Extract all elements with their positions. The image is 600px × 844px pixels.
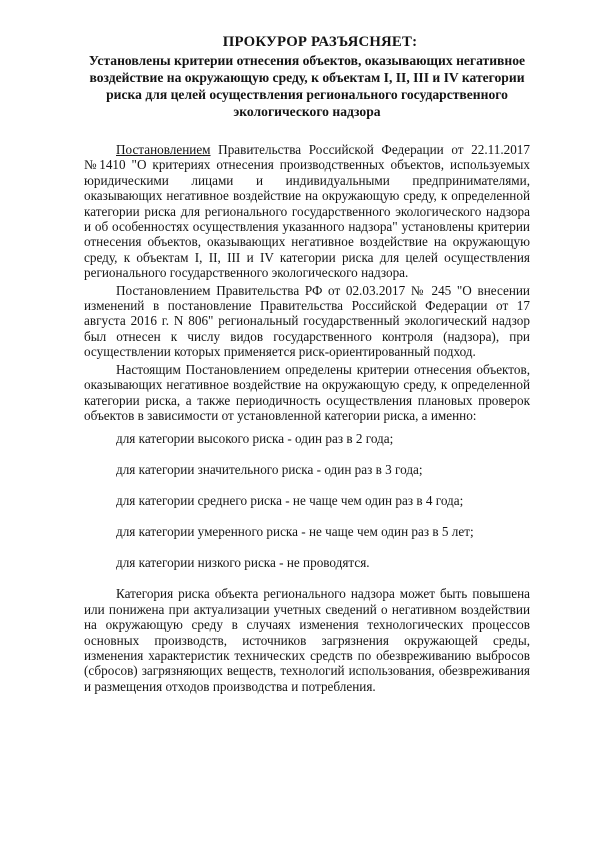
- paragraph-4: Категория риска объекта регионального надзора может быть повышена или понижена при актуализации учетных сведений о негативном воздействии на окружающую среду в случаях изменения технологических процессов основных производств, источников загрязнения окружающей среды, изменения характеристик технических средств по обезвреживанию выбросов (сбросов) загрязняющих веществ, технологий использования, обезвреживания и размещения отходов производства и потребления.: [84, 586, 530, 694]
- document-title: ПРОКУРОР РАЗЪЯСНЯЕТ:: [222, 34, 418, 50]
- paragraph-2: Постановлением Правительства РФ от 02.03.2017 № 245 "О внесении изменений в постановление Правительства Российской Федерации от 17 августа 2016 г. N 806" региональный государственный экологический надзор был отнесен к числу видов государственного контроля (надзора), при осуществлении которых применяется риск-ориентированный подход.: [84, 282, 530, 360]
- paragraph-1-text: Правительства Российской Федерации от 22.11.2017 №1410 "О критериях отнесения производственных объектов, используемых юридическими лицами и индивидуальными предпринимателями, оказывающих негативное воздействие на окружающую среду, к определенной категории риска для регионального государственного экологического надзора и об особенностях осуществления указанного надзора" установлены критерии отнесения объектов, оказывающих негативное воздействие на окружающую среду, к объектам I, II, III и IV категории риска для целей осуществления регионального государственного экологического надзора.: [84, 142, 530, 281]
- paragraph-1: [84, 142, 530, 281]
- list-item: для категории низкого риска - не проводятся.: [116, 555, 370, 571]
- document-page: [84, 34, 530, 696]
- document-body: [84, 142, 530, 694]
- paragraph-1-lead-word: Постановлением: [116, 142, 211, 157]
- list-item: для категории среднего риска - не чаще чем один раз в 4 года;: [116, 493, 464, 509]
- document-subtitle: Установлены критерии отнесения объектов, оказывающих негативное воздействие на окружающую среду, к объектам I, II, III и IV категории риска для целей осуществления регионального государственного экологического надзора: [88, 53, 526, 119]
- list-item: для категории высокого риска - один раз в 2 года;: [116, 431, 394, 447]
- risk-category-list: [84, 431, 530, 570]
- list-item: для категории умеренного риска - не чаще чем один раз в 5 лет;: [116, 524, 474, 540]
- list-item: для категории значительного риска - один раз в 3 года;: [116, 462, 423, 478]
- paragraph-3: Настоящим Постановлением определены критерии отнесения объектов, оказывающих негативное воздействие на окружающую среду, к определенной категории риска, а также периодичность осуществления плановых проверок объектов в зависимости от установленной категории риска, а именно:: [84, 361, 530, 423]
